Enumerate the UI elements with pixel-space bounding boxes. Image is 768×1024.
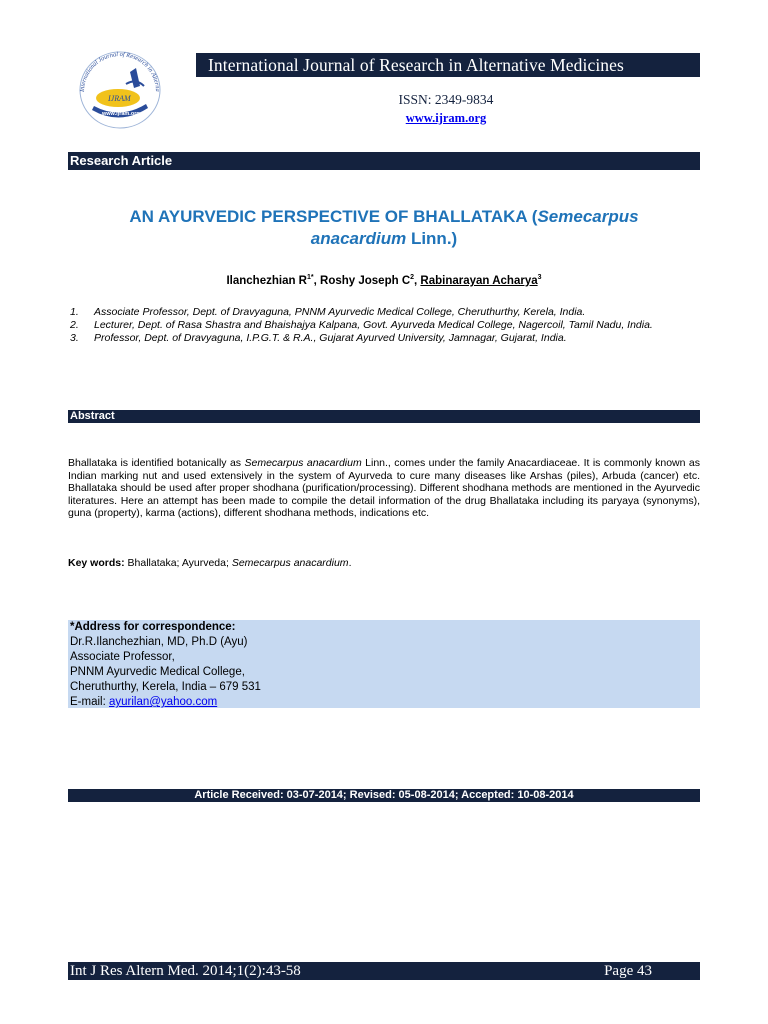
keywords: Key words: Bhallataka; Ayurveda; Semecarpus anacardium. — [68, 557, 352, 569]
affiliation-item: 1. Associate Professor, Dept. of Dravyaguna, PNNM Ayurvedic Medical College, Cheruthurthy, Kerela, India. — [70, 306, 586, 318]
article-dates-bar: Article Received: 03-07-2014; Revised: 05-08-2014; Accepted: 10-08-2014 — [68, 789, 700, 802]
author-list: Ilanchezhian $R^{1*}$, Roshy Joseph $C^2$, Rabinarayan Acharya$^3$ — [226, 274, 542, 287]
keywords-label: Key words: — [68, 557, 125, 569]
affiliation-item: 2. Lecturer, Dept. of Rasa Shastra and Bhaishajya Kalpana, Govt. Ayurveda Medical College, Nagercoil, Tamil Nadu, India. — [70, 319, 653, 331]
correspondence-heading: *Address for correspondence: — [70, 621, 236, 633]
author-name: Ilanchezhian R — [226, 274, 307, 287]
svg-text:International Journal of Resea — [64, 42, 161, 93]
journal-logo — [64, 42, 176, 134]
correspondence-line: Cheruthurthy, Kerela, India – 679 531 — [70, 681, 261, 693]
author-name: Roshy Joseph C — [320, 274, 411, 287]
author-name: Rabinarayan Acharya — [420, 274, 538, 287]
article-title: AN AYURVEDIC PERSPECTIVE OF BHALLATAKA (Semecarpus anacardium Linn.) — [129, 207, 639, 248]
abstract-body: Bhallataka is identified botanically as Semecarpus anacardium Linn., comes under the family Anacardiaceae. It is commonly known as Indian marking nut and used extensively in the system of Ayurveda to cure many diseases like Arshas (piles), Arbuda (cancer) etc. Bhallataka should be used after proper shodhana (purification/processing). Different shodhana methods are mentioned in the Ayurvedic literatures. Here an attempt has been made to compile the detail information of the drug Bhallataka including its paryaya (synonyms), guna (property), karma (actions), different shodhana methods, indications etc. — [68, 457, 700, 519]
article-type-bar: Research Article — [68, 152, 700, 170]
journal-name-bar: International Journal of Research in Alternative Medicines — [196, 53, 700, 77]
correspondence-line: Associate Professor, — [70, 651, 175, 663]
email-link[interactable]: ayurilan@yahoo.com — [108, 696, 218, 708]
abstract-heading-bar: Abstract — [68, 410, 700, 423]
correspondence-line: Dr.R.Ilanchezhian, MD, Ph.D (Ayu) — [70, 636, 248, 648]
page-footer — [68, 962, 700, 980]
website-link[interactable]: www.ijram.org — [405, 111, 487, 125]
footer-citation: Int J Res Altern Med. 2014;1(2):43-58 — [70, 963, 301, 979]
correspondence-line: PNNM Ayurvedic Medical College, — [70, 666, 245, 678]
affiliation-item: 3. Professor, Dept. of Dravyaguna, I.P.G.T. & R.A., Gujarat Ayurved University, Jamnagar, Gujarat, India. — [70, 332, 567, 344]
issn: ISSN: 2349-9834 — [398, 92, 494, 107]
logo-url: www.ijram.org — [102, 111, 140, 117]
page-number: Page 43 — [604, 963, 652, 979]
affiliation-list — [70, 306, 700, 345]
logo-abbr: IJRAM — [108, 94, 131, 103]
correspondence-box: *Address for correspondence: Dr.R.Ilanchezhian, MD, Ph.D (Ayu) Associate Professor, PNNM Ayurvedic Medical College, Cheruthurthy, Kerela, India – 679 531 E-mail: ayurilan@yahoo.com — [68, 620, 700, 708]
logo-ring-text: International Journal of Research in Alterna — [78, 50, 162, 93]
